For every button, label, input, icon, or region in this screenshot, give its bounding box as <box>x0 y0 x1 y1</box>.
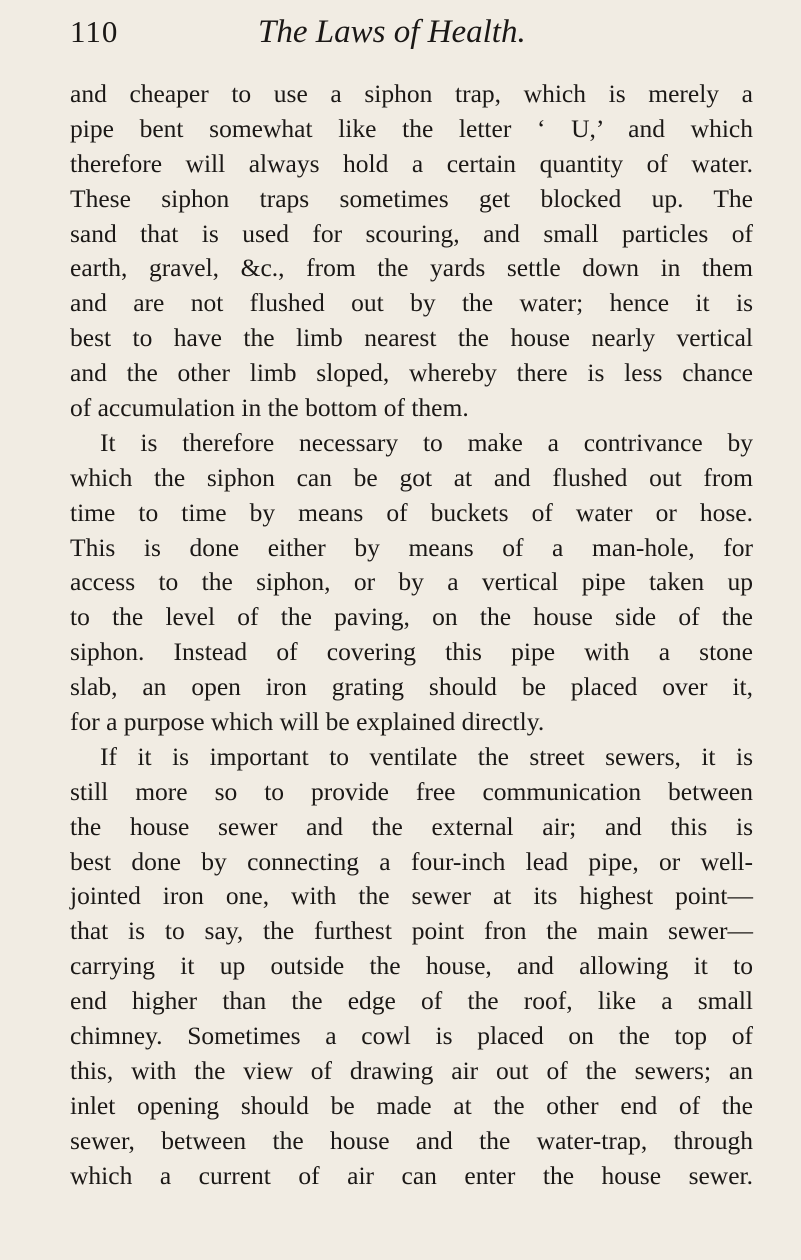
running-title: The Laws of Health. <box>258 14 526 50</box>
text-line: It is therefore necessary to make a contrivance by <box>100 427 753 457</box>
text-line: time to time by means of buckets of water or hose. <box>70 497 753 527</box>
page-number: 110 <box>70 14 119 49</box>
text-line: sewer, between the house and the water-trap, through <box>70 1125 753 1155</box>
text-line: therefore will always hold a certain quantity of water. <box>70 148 753 178</box>
text-line: and cheaper to use a siphon trap, which is merely a <box>70 79 753 108</box>
text-line: that is to say, the furthest point fron the main sewer— <box>70 916 753 946</box>
text-line: and are not flushed out by the water; hence it is <box>70 288 753 318</box>
text-line: to the level of the paving, on the house side of the <box>70 602 753 632</box>
text-line: still more so to provide free communication between <box>70 776 753 806</box>
text-line: These siphon traps sometimes get blocked up. The <box>70 183 753 213</box>
text-line: for a purpose which will be explained directly. <box>70 707 545 737</box>
text-line: the house sewer and the external air; and this is <box>70 811 753 841</box>
text-line: jointed iron one, with the sewer at its highest point— <box>70 881 753 911</box>
text-line: If it is important to ventilate the street sewers, it is <box>100 741 753 771</box>
text-line: best done by connecting a four-inch lead pipe, or well- <box>70 846 753 876</box>
text-line: sand that is used for scouring, and small particles of <box>70 218 753 248</box>
text-line: This is done either by means of a man-hole, for <box>70 532 753 562</box>
body-text <box>70 77 753 1194</box>
text-line: of accumulation in the bottom of them. <box>70 393 469 423</box>
text-line: siphon. Instead of covering this pipe with a stone <box>70 637 753 667</box>
text-line: end higher than the edge of the roof, like a small <box>70 986 753 1016</box>
text-line: slab, an open iron grating should be placed over it, <box>70 672 753 702</box>
text-line: best to have the limb nearest the house nearly vertical <box>70 323 753 353</box>
text-line: access to the siphon, or by a vertical pipe taken up <box>70 567 753 597</box>
text-line: which the siphon can be got at and flushed out from <box>70 462 753 492</box>
text-line: carrying it up outside the house, and allowing it to <box>70 951 753 981</box>
text-line: this, with the view of drawing air out of the sewers; an <box>70 1055 753 1085</box>
text-line: pipe bent somewhat like the letter ‘ U,’ and which <box>70 113 753 143</box>
text-line: chimney. Sometimes a cowl is placed on the top of <box>70 1021 753 1051</box>
text-line: inlet opening should be made at the other end of the <box>70 1090 753 1120</box>
text-line: and the other limb sloped, whereby there is less chance <box>70 358 753 388</box>
text-line: which a current of air can enter the house sewer. <box>70 1160 753 1190</box>
running-head <box>70 14 753 62</box>
text-line: earth, gravel, &c., from the yards settle down in them <box>70 253 753 283</box>
